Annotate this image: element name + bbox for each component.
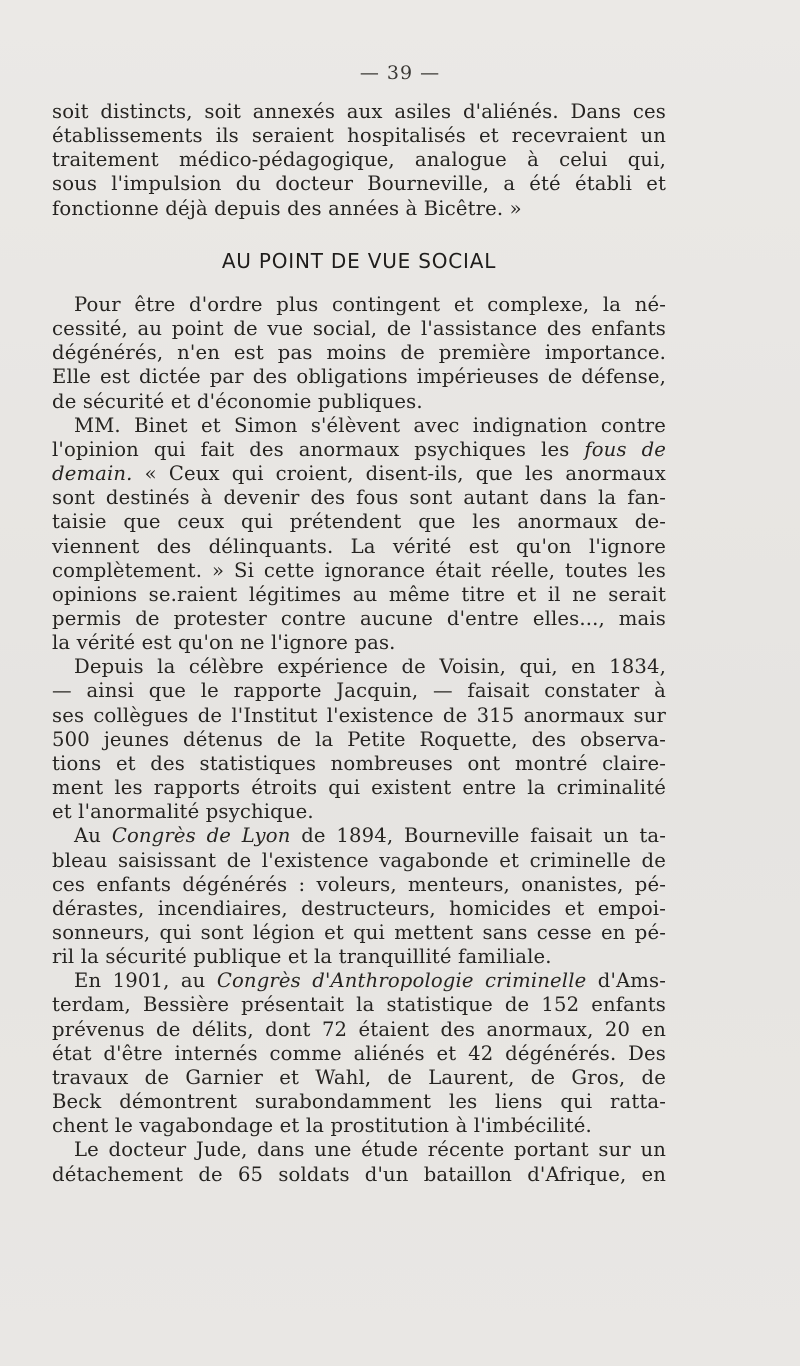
text-run: d'Ams- [586, 969, 666, 993]
text-line: dégénérés, n'en est pas moins de première importance. [52, 341, 666, 365]
text-line [52, 438, 666, 462]
text-line: — ainsi que le rapporte Jacquin, — faisait constater à [52, 679, 666, 703]
italic-term: fous de [584, 437, 667, 461]
text-line: bleau saisissant de l'existence vagabonde et criminelle de [52, 848, 666, 872]
text-line: tions et des statistiques nombreuses ont montré claire- [52, 751, 666, 775]
paragraph-continuation [52, 100, 666, 221]
paragraph [52, 1138, 666, 1186]
text-line: sont destinés à devenir des fous sont autant dans la fan- [52, 486, 666, 510]
text-run: l'opinion qui fait des anormaux psychiques les [52, 437, 585, 461]
text-line: Elle est dictée par des obligations impérieuses de défense, [52, 365, 666, 389]
text-line [52, 824, 666, 848]
text-line: dérastes, incendiaires, destructeurs, homicides et empoi- [52, 896, 666, 920]
text-line: traitement médico-pédagogique, analogue à celui qui, [52, 148, 666, 172]
text-line [52, 462, 666, 486]
text-line: soit distincts, soit annexés aux asiles d'aliénés. Dans ces [52, 100, 666, 123]
text-line: travaux de Garnier et Wahl, de Laurent, de Gros, de [52, 1065, 666, 1089]
text-line: viennent des délinquants. La vérité est qu'on l'ignore [52, 534, 666, 558]
text-line: 500 jeunes détenus de la Petite Roquette, des observa- [52, 727, 666, 751]
page-number: — 39 — [359, 62, 441, 84]
text-line: opinions se.raient légitimes au même titre et il ne serait [52, 582, 666, 606]
text-line: terdam, Bessière présentait la statistique de 152 enfants [52, 993, 666, 1017]
text-line: complètement. » Si cette ignorance était réelle, toutes les [52, 558, 666, 582]
text-line: sous l'impulsion du docteur Bourneville, a été établi et [52, 172, 666, 196]
page-body [52, 100, 666, 1187]
text-line: ril la sécurité publique et la tranquillité familiale. [52, 945, 552, 969]
italic-term: Congrès d'Anthropologie criminelle [216, 969, 587, 993]
section-heading: AU POINT DE VUE SOCIAL [221, 248, 497, 273]
text-line: chent le vagabondage et la prostitution à l'imbécilité. [52, 1114, 592, 1138]
text-line [52, 969, 666, 993]
text-run: En 1901, au [74, 969, 217, 993]
text-line: ces enfants dégénérés : voleurs, menteurs, onanistes, pé- [52, 872, 666, 896]
text-line: MM. Binet et Simon s'élèvent avec indignation contre [74, 413, 666, 437]
paragraph [52, 969, 666, 1138]
text-line: de sécurité et d'économie publiques. [52, 389, 423, 413]
text-run: de 1894, Bourneville faisait un ta- [290, 824, 666, 848]
text-line: état d'être internés comme aliénés et 42 dégénérés. Des [52, 1041, 666, 1065]
text-line: et l'anormalité psychique. [52, 800, 314, 824]
text-line: permis de protester contre aucune d'entre elles..., mais [52, 606, 666, 630]
text-line: prévenus de délits, dont 72 étaient des anormaux, 20 en [52, 1017, 666, 1041]
text-line: Le docteur Jude, dans une étude récente portant sur un [74, 1138, 666, 1162]
paragraph [52, 824, 666, 969]
text-run: Au [74, 824, 112, 848]
italic-term: demain. [52, 462, 133, 486]
text-line: ses collègues de l'Institut l'existence de 315 anormaux sur [52, 703, 666, 727]
text-line: Pour être d'ordre plus contingent et complexe, la né- [74, 292, 666, 316]
text-line: établissements ils seraient hospitalisés et recevraient un [52, 124, 666, 148]
italic-term: Congrès de Lyon [111, 824, 291, 848]
paragraph [52, 655, 666, 824]
text-line: ment les rapports étroits qui existent entre la criminalité [52, 776, 666, 800]
text-line: détachement de 65 soldats d'un bataillon d'Afrique, en [52, 1162, 666, 1186]
text-run: « Ceux qui croient, disent-ils, que les anormaux [132, 462, 666, 486]
text-line: cessité, au point de vue social, de l'assistance des enfants [52, 317, 666, 341]
text-line: la vérité est qu'on ne l'ignore pas. [52, 631, 396, 655]
text-line: Beck démontrent surabondamment les liens qui ratta- [52, 1090, 666, 1114]
text-line: sonneurs, qui sont légion et qui mettent sans cesse en pé- [52, 921, 666, 944]
text-line: Depuis la célèbre expérience de Voisin, qui, en 1834, [74, 655, 666, 679]
paragraph [52, 293, 666, 414]
text-line: taisie que ceux qui prétendent que les anormaux de- [52, 510, 666, 534]
text-line: fonctionne déjà depuis des années à Bicêtre. » [52, 196, 522, 220]
paragraph [52, 414, 666, 656]
